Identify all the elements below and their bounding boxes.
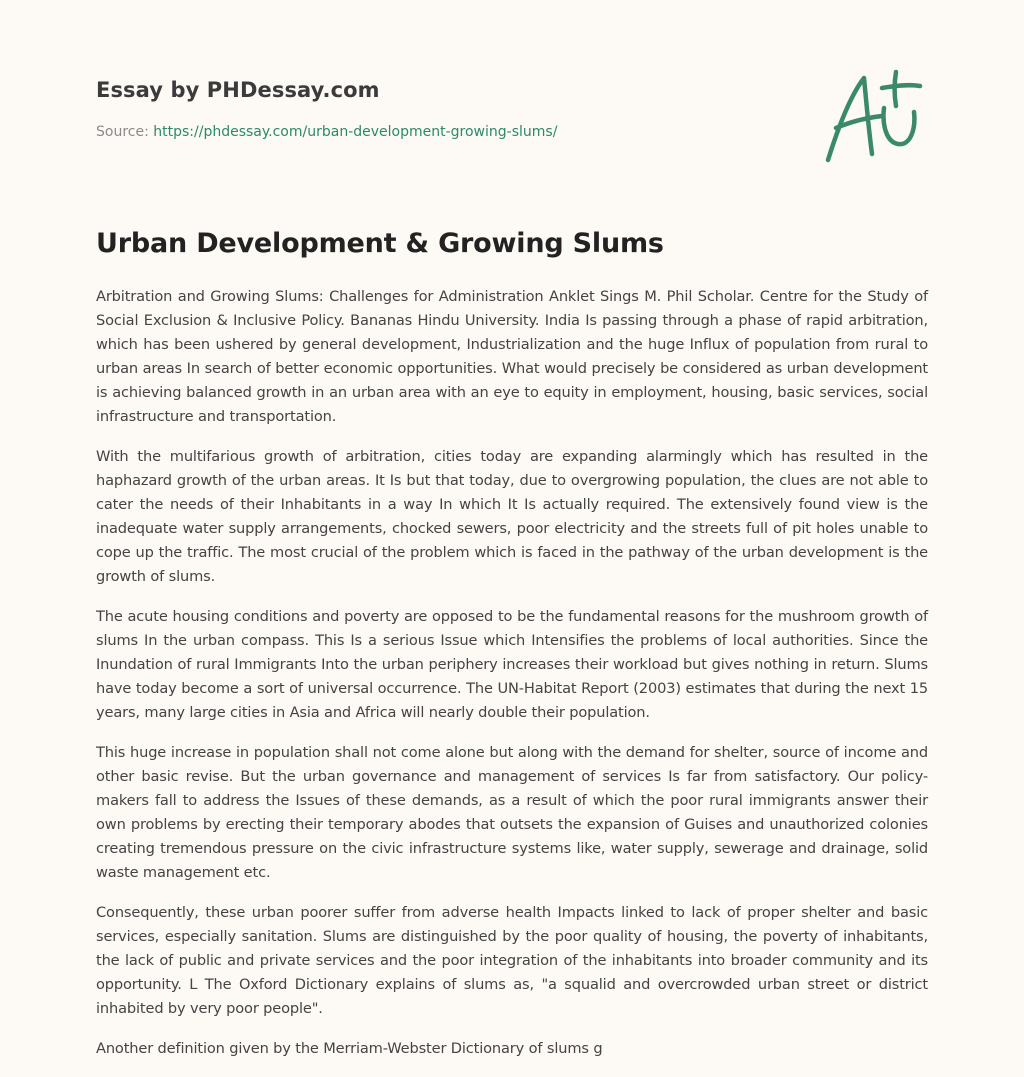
essay-title: Urban Development & Growing Slums <box>96 228 664 259</box>
paragraph: The acute housing conditions and poverty are opposed to be the fundamental reasons for the mushroom growth of slums In the urban compass. This Is a serious Issue which Intensifies the problems of local authorities. Since the Inundation of rural Immigrants Into the urban periphery increases their workload but gives nothing in return. Slums have today become a sort of universal occurrence. The UN-Habitat Report (2003) estimates that during the next 15 years, many large cities in Asia and Africa will nearly double their population. <box>96 608 928 721</box>
paragraph: Arbitration and Growing Slums: Challenges for Administration Anklet Sings M. Phil Scholar. Centre for the Study of Social Exclusion & Inclusive Policy. Bananas Hindu University. India Is passing through a phase of rapid arbitration, which has been ushered by general development, Industrialization and the huge Influx of population from rural to urban areas In search of better economic opportunities. What would precisely be considered as urban development is achieving balanced growth in an urban area with an eye to equity in employment, housing, basic services, social infrastructure and transportation. <box>96 288 928 425</box>
paragraph: Another definition given by the Merriam-Webster Dictionary of slums g <box>96 1040 603 1057</box>
source-line <box>96 124 557 140</box>
paragraph: This huge increase in population shall not come alone but along with the demand for shelter, source of income and other basic revise. But the urban governance and management of services Is far from satisfactory. Our policy-makers fall to address the Issues of these demands, as a result of which the poor rural immigrants answer their own problems by erecting their temporary abodes that outsets the expansion of Guises and unauthorized colonies creating tremendous pressure on the civic infrastructure systems like, water supply, sewerage and drainage, solid waste management etc. <box>96 744 928 881</box>
source-link[interactable]: https://phdessay.com/urban-development-growing-slums/ <box>153 124 558 140</box>
source-label: Source: <box>96 124 149 140</box>
paragraph: With the multifarious growth of arbitration, cities today are expanding alarmingly which has resulted in the haphazard growth of the urban areas. It Is but that today, due to overgrowing population, the clues are not able to cater the needs of their Inhabitants in a way In which It Is actually required. The extensively found view is the inadequate water supply arrangements, chocked sewers, poor electricity and the streets full of pit holes unable to cope up the traffic. The most crucial of the problem which is faced in the pathway of the urban development is the growth of slums. <box>96 448 928 585</box>
essay-body <box>96 285 928 1077</box>
a-plus-logo-icon <box>824 68 926 166</box>
site-brand: Essay by PHDessay.com <box>96 78 380 102</box>
paragraph: Consequently, these urban poorer suffer from adverse health Impacts linked to lack of proper shelter and basic services, especially sanitation. Slums are distinguished by the poor quality of housing, the poverty of inhabitants, the lack of public and private services and the poor integration of the inhabitants into broader community and its opportunity. L The Oxford Dictionary explains of slums as, "a squalid and overcrowded urban street or district inhabited by very poor people". <box>96 904 928 1017</box>
